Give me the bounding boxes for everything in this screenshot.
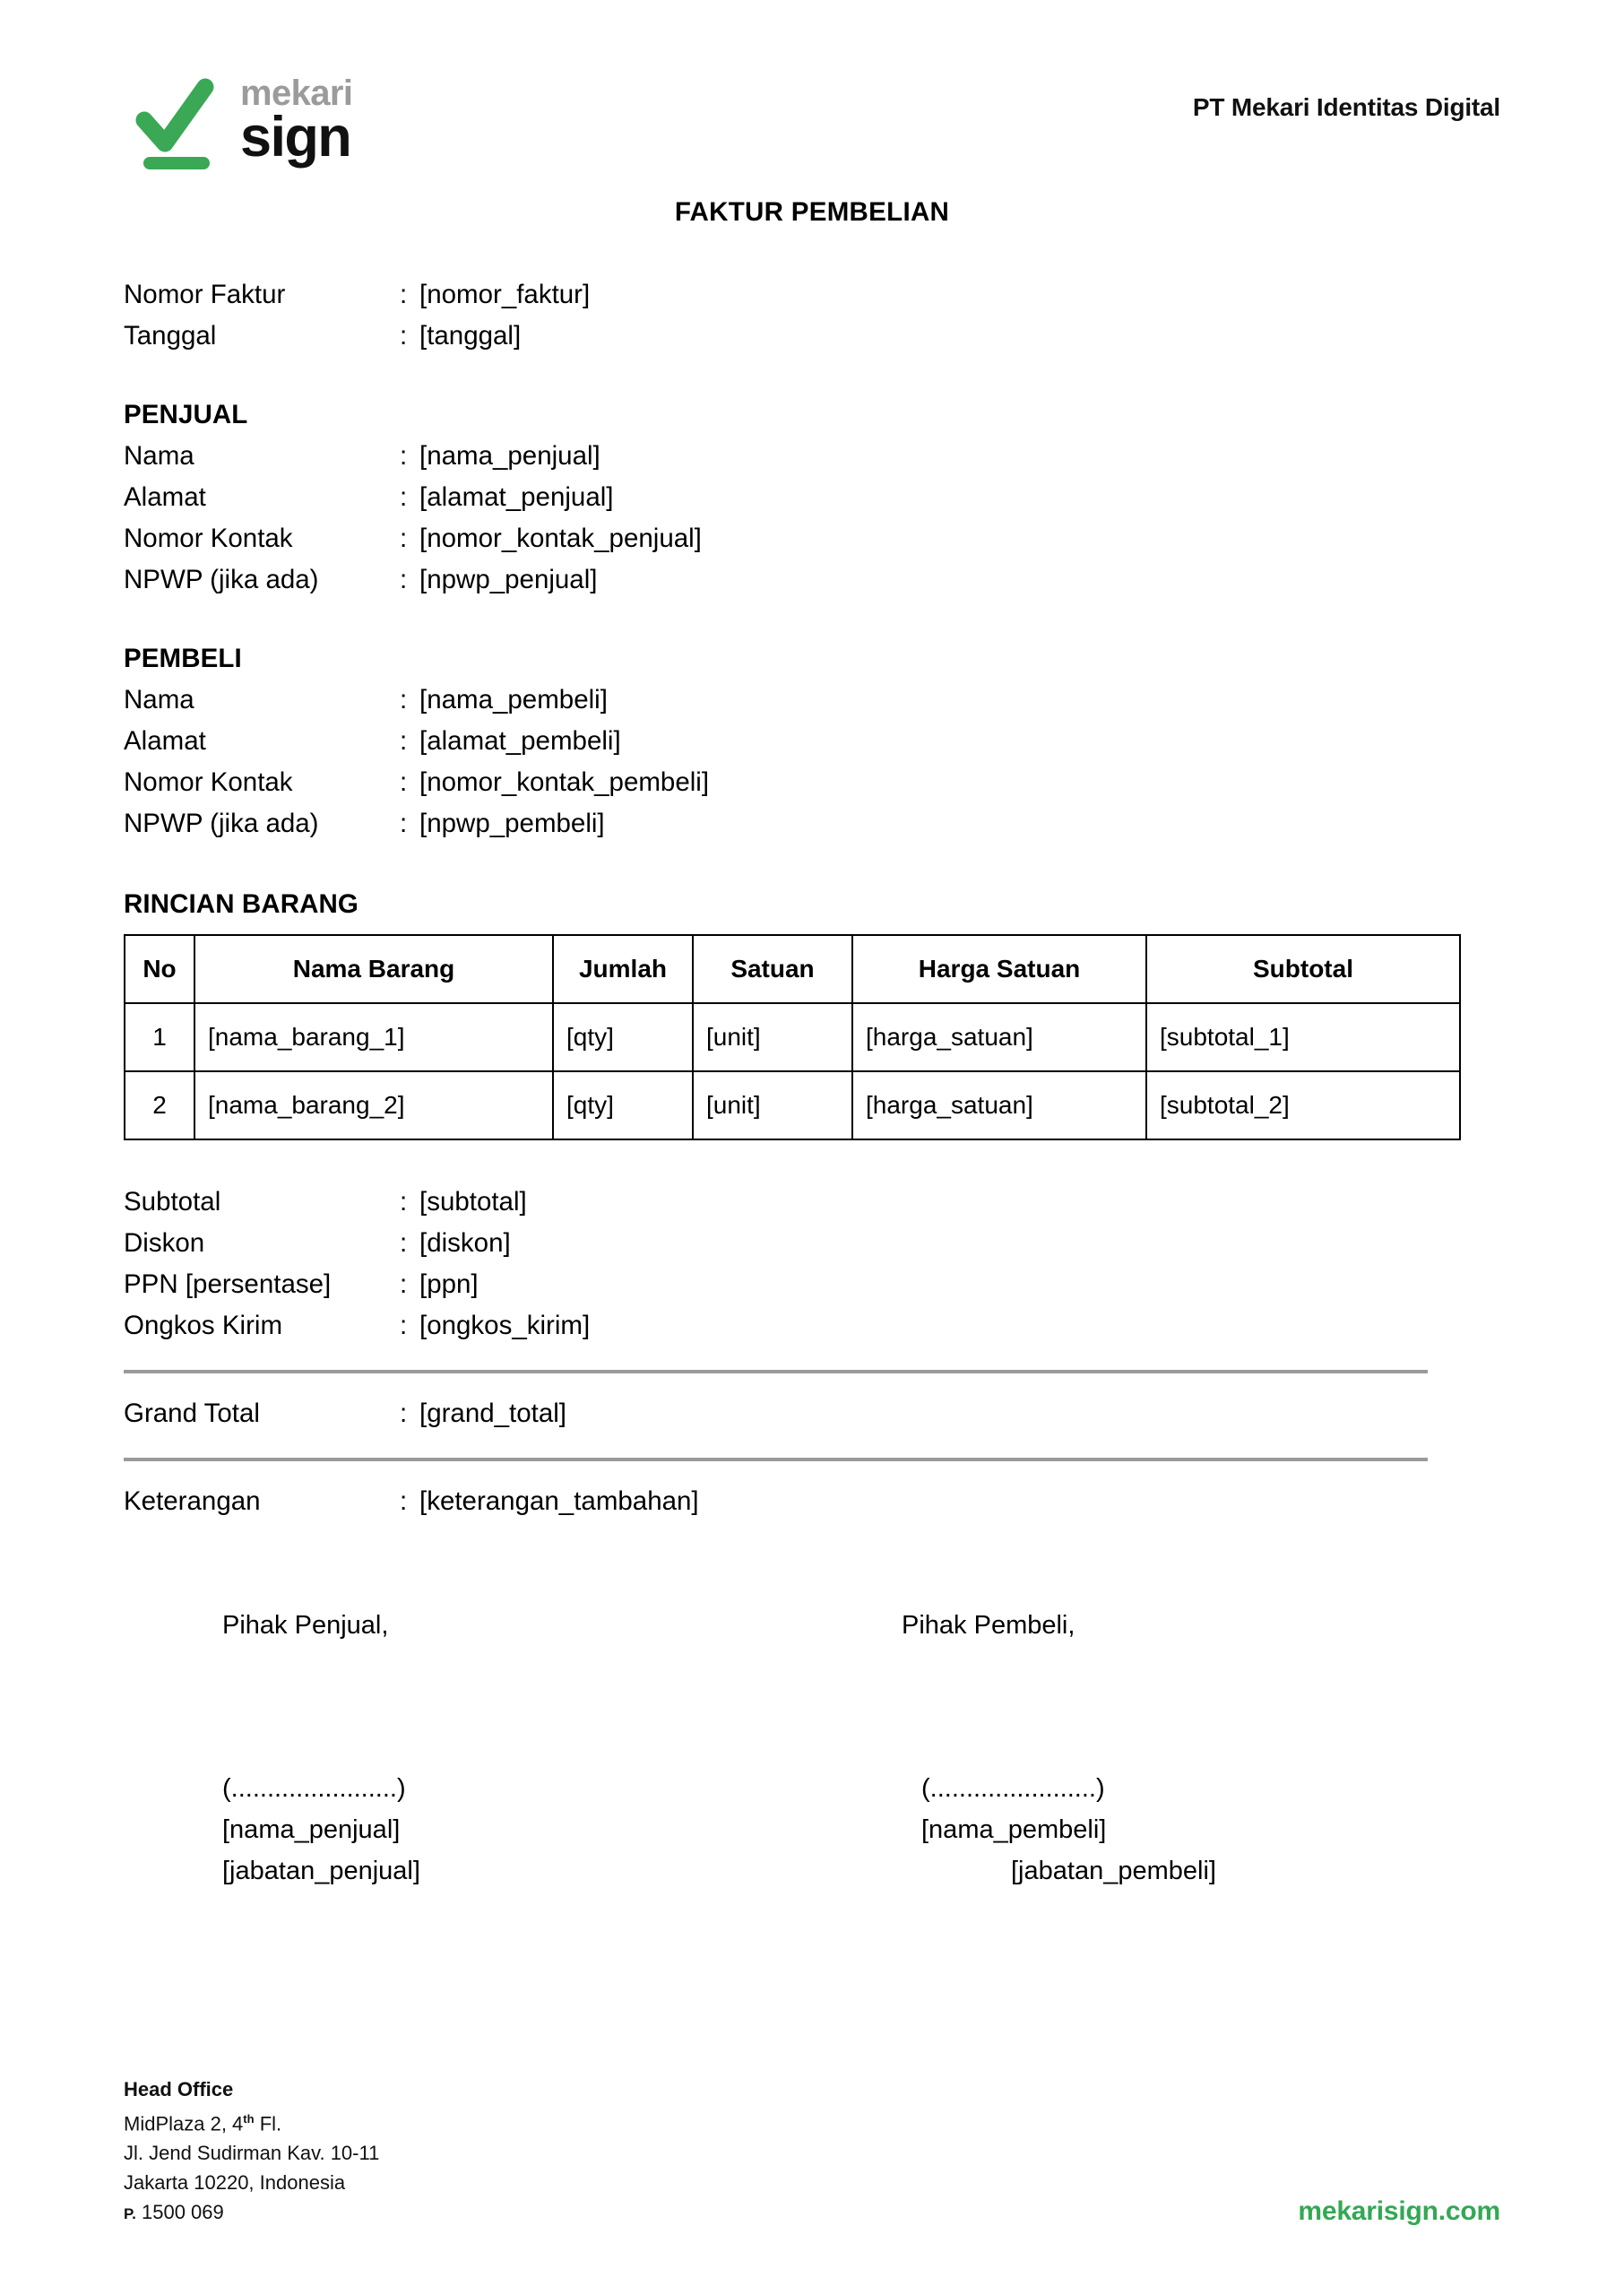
info-colon: :	[400, 524, 408, 553]
info-value: [nama_pembeli]	[419, 685, 608, 714]
cell-nama-barang: [nama_barang_2]	[194, 1071, 553, 1139]
info-value: [nomor_kontak_penjual]	[419, 524, 702, 553]
info-colon: :	[400, 1486, 408, 1516]
cell-jumlah: [qty]	[553, 1071, 693, 1139]
brand-sign-text: sign	[240, 105, 351, 169]
column-header-no: No	[125, 935, 194, 1003]
info-value: [ppn]	[419, 1269, 479, 1299]
info-colon: :	[400, 685, 408, 714]
info-colon: :	[400, 809, 408, 838]
divider-above-grand-total	[124, 1370, 1428, 1373]
totals-row-diskon	[124, 1223, 1500, 1264]
info-value: [tanggal]	[419, 321, 522, 351]
mekari-sign-logo	[129, 70, 352, 174]
document-footer	[124, 2074, 1500, 2229]
signature-role-penjual: [jabatan_penjual]	[222, 1857, 420, 1885]
footer-address-line-1-pre: MidPlaza 2, 4	[124, 2112, 244, 2135]
signature-block-pembeli	[812, 1605, 1500, 1892]
signature-space-pembeli	[902, 1646, 1500, 1768]
pembeli-block	[124, 680, 1500, 844]
info-value: [npwp_penjual]	[419, 565, 598, 594]
info-label: NPWP (jika ada)	[124, 565, 319, 594]
pembeli-row-nomor-kontak	[124, 762, 1500, 803]
info-value: [grand_total]	[419, 1399, 567, 1428]
cell-nama-barang: [nama_barang_1]	[194, 1003, 553, 1071]
cell-harga-satuan: [harga_satuan]	[852, 1003, 1146, 1071]
signature-title-pembeli: Pihak Pembeli,	[902, 1611, 1075, 1640]
info-value: [ongkos_kirim]	[419, 1311, 591, 1340]
info-label: Nomor Faktur	[124, 280, 286, 309]
info-row-nomor-faktur	[124, 274, 1500, 316]
info-label: Alamat	[124, 482, 206, 512]
items-table	[124, 934, 1461, 1140]
table-row	[125, 1071, 1460, 1139]
footer-address-line-1	[124, 2104, 379, 2138]
divider-below-grand-total	[124, 1458, 1428, 1461]
penjual-row-npwp	[124, 559, 1500, 601]
info-label: NPWP (jika ada)	[124, 809, 319, 838]
cell-subtotal: [subtotal_2]	[1146, 1071, 1460, 1139]
info-label: Nama	[124, 685, 194, 714]
signature-block-penjual	[124, 1605, 812, 1892]
signature-name-pembeli: [nama_pembeli]	[921, 1815, 1107, 1844]
info-colon: :	[400, 280, 408, 309]
footer-ordinal-suffix: th	[243, 2111, 255, 2126]
info-value: [nomor_faktur]	[419, 280, 591, 309]
info-label: PPN [persentase]	[124, 1269, 332, 1299]
brand-wordmark	[240, 75, 352, 169]
pembeli-row-npwp	[124, 803, 1500, 844]
info-label: Nomor Kontak	[124, 524, 293, 553]
signature-name-penjual: [nama_penjual]	[222, 1815, 401, 1844]
info-colon: :	[400, 1311, 408, 1340]
section-heading-rincian-barang: RINCIAN BARANG	[124, 889, 358, 919]
info-colon: :	[400, 1228, 408, 1258]
footer-website-link[interactable]: mekarisign.com	[1298, 2196, 1500, 2226]
totals-block	[124, 1182, 1500, 1347]
info-value: [nama_penjual]	[419, 441, 600, 471]
column-header-subtotal: Subtotal	[1146, 935, 1460, 1003]
cell-harga-satuan: [harga_satuan]	[852, 1071, 1146, 1139]
info-value: [alamat_pembeli]	[419, 726, 621, 756]
page-title: FAKTUR PEMBELIAN	[674, 197, 950, 227]
totals-row-subtotal	[124, 1182, 1500, 1223]
info-label: Keterangan	[124, 1486, 261, 1516]
column-header-satuan: Satuan	[693, 935, 852, 1003]
info-label: Tanggal	[124, 321, 217, 351]
invoice-info-block	[124, 274, 1500, 357]
info-label: Subtotal	[124, 1187, 221, 1217]
info-colon: :	[400, 565, 408, 594]
section-heading-penjual: PENJUAL	[124, 400, 248, 429]
info-colon: :	[400, 1187, 408, 1217]
cell-no: 1	[125, 1003, 194, 1071]
info-colon: :	[400, 726, 408, 756]
footer-phone-prefix: P.	[124, 2205, 136, 2222]
footer-address-block	[124, 2074, 379, 2229]
cell-satuan: [unit]	[693, 1071, 852, 1139]
signature-title-penjual: Pihak Penjual,	[222, 1611, 389, 1640]
signature-section	[124, 1605, 1500, 1892]
totals-row-ongkos-kirim	[124, 1305, 1500, 1347]
footer-office-title: Head Office	[124, 2077, 234, 2100]
info-label: Grand Total	[124, 1399, 260, 1428]
checkmark-logo-icon	[129, 70, 222, 174]
pembeli-row-alamat	[124, 721, 1500, 762]
section-heading-pembeli: PEMBELI	[124, 644, 242, 673]
column-header-harga-satuan: Harga Satuan	[852, 935, 1146, 1003]
table-row	[125, 1003, 1460, 1071]
cell-satuan: [unit]	[693, 1003, 852, 1071]
info-value: [nomor_kontak_pembeli]	[419, 767, 710, 797]
info-colon: :	[400, 441, 408, 471]
company-name: PT Mekari Identitas Digital	[1192, 93, 1500, 121]
brand-mekari-text: mekari	[240, 73, 353, 113]
info-label: Nama	[124, 441, 194, 471]
info-value: [alamat_penjual]	[419, 482, 614, 512]
footer-address-line-3: Jakarta 10220, Indonesia	[124, 2171, 346, 2194]
info-label: Alamat	[124, 726, 206, 756]
info-value: [keterangan_tambahan]	[419, 1486, 699, 1516]
cell-no: 2	[125, 1071, 194, 1139]
info-label: Ongkos Kirim	[124, 1311, 283, 1340]
info-colon: :	[400, 482, 408, 512]
info-label: Nomor Kontak	[124, 767, 293, 797]
info-colon: :	[400, 1269, 408, 1299]
totals-row-ppn	[124, 1264, 1500, 1305]
document-header	[124, 0, 1500, 169]
cell-subtotal: [subtotal_1]	[1146, 1003, 1460, 1071]
penjual-row-alamat	[124, 477, 1500, 518]
penjual-row-nomor-kontak	[124, 518, 1500, 559]
keterangan-row	[124, 1481, 1500, 1522]
info-value: [npwp_pembeli]	[419, 809, 605, 838]
info-colon: :	[400, 1399, 408, 1428]
footer-address-line-2: Jl. Jend Sudirman Kav. 10-11	[124, 2142, 380, 2164]
penjual-row-nama	[124, 436, 1500, 477]
info-value: [subtotal]	[419, 1187, 527, 1217]
cell-jumlah: [qty]	[553, 1003, 693, 1071]
info-value: [diskon]	[419, 1228, 511, 1258]
table-header-row	[125, 935, 1460, 1003]
signature-line-penjual: (.......................)	[222, 1774, 406, 1803]
footer-address-line-1-post: Fl.	[254, 2112, 282, 2135]
info-row-tanggal	[124, 316, 1500, 357]
footer-phone-line	[124, 2197, 379, 2229]
pembeli-row-nama	[124, 680, 1500, 721]
info-colon: :	[400, 321, 408, 351]
signature-line-pembeli: (.......................)	[921, 1774, 1105, 1803]
column-header-nama-barang: Nama Barang	[194, 935, 553, 1003]
info-colon: :	[400, 767, 408, 797]
penjual-block	[124, 436, 1500, 601]
info-label: Diskon	[124, 1228, 205, 1258]
signature-space-penjual	[222, 1646, 812, 1768]
signature-role-pembeli: [jabatan_pembeli]	[1011, 1857, 1216, 1885]
grand-total-row	[124, 1393, 1500, 1434]
column-header-jumlah: Jumlah	[553, 935, 693, 1003]
footer-phone-number: 1500 069	[142, 2201, 224, 2223]
